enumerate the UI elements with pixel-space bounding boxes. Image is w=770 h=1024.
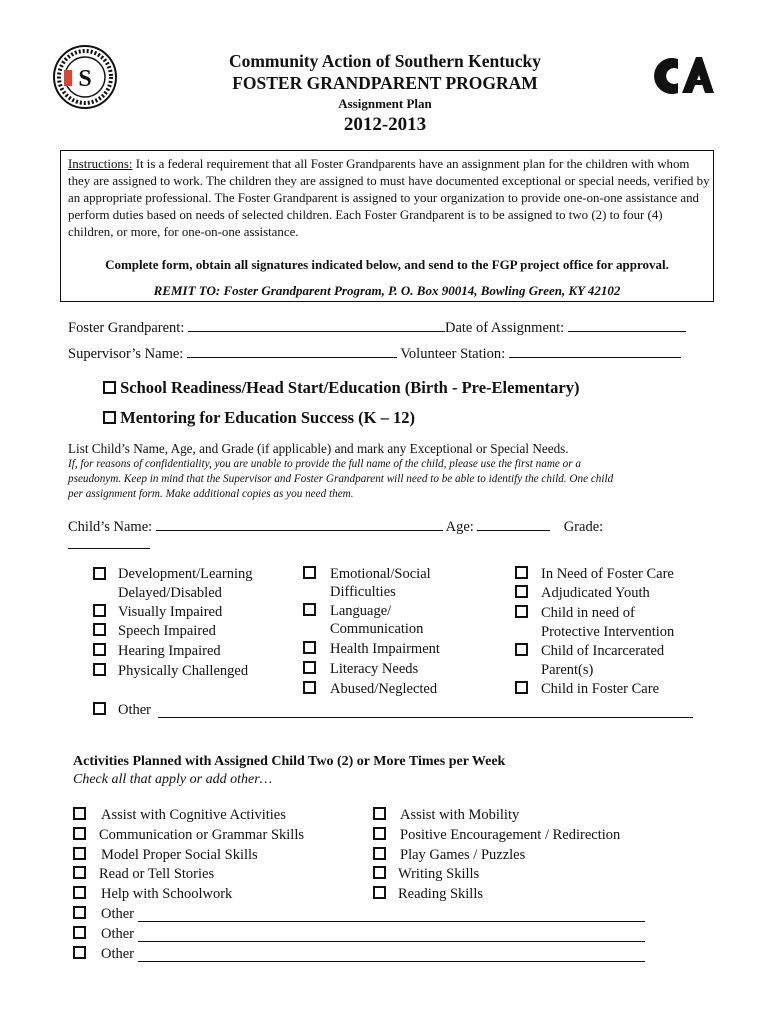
need-label: Delayed/Disabled	[118, 585, 222, 601]
child-name-label: Child’s Name:	[68, 519, 153, 535]
need-emotional-social-checkbox[interactable]	[303, 566, 316, 579]
activity-checkbox[interactable]	[73, 866, 86, 879]
supervisor-name-label: Supervisor’s Name:	[68, 346, 184, 362]
need-hearing-impaired-checkbox[interactable]	[93, 643, 106, 656]
need-foster-care-checkbox[interactable]	[515, 566, 528, 579]
date-of-assignment-input[interactable]	[568, 317, 686, 332]
activity-label: Reading Skills	[398, 886, 483, 902]
need-label: Abused/Neglected	[330, 681, 438, 697]
activity-checkbox[interactable]	[373, 827, 386, 840]
need-label: In Need of Foster Care	[541, 566, 674, 582]
need-label: Literacy Needs	[330, 661, 419, 677]
need-label: Protective Intervention	[541, 624, 675, 640]
need-other-input[interactable]	[158, 703, 693, 718]
need-health-impairment-checkbox[interactable]	[303, 641, 316, 654]
foster-grandparent-row	[68, 317, 686, 337]
activity-other-input[interactable]	[138, 907, 645, 922]
activity-checkbox[interactable]	[73, 827, 86, 840]
need-label: Parent(s)	[541, 662, 594, 678]
activity-other-input[interactable]	[138, 927, 645, 942]
confidentiality-note-2: pseudonym. Keep in mind that the Supervisor and Foster Grandparent will need to be able to identify the child. One child	[68, 473, 614, 485]
need-other-label: Other	[118, 702, 152, 718]
need-label: Physically Challenged	[118, 663, 249, 679]
need-label: Difficulties	[330, 584, 396, 600]
program-option-school-readiness[interactable]	[103, 378, 580, 398]
org-name: Community Action of Southern Kentucky	[228, 51, 542, 71]
activity-label: Communication or Grammar Skills	[99, 827, 304, 843]
child-row	[68, 516, 603, 536]
need-language-checkbox[interactable]	[303, 603, 316, 616]
program-label: Mentoring for Education Success (K – 12)	[120, 408, 415, 427]
need-label: Language/	[330, 603, 392, 619]
activity-checkbox[interactable]	[73, 886, 86, 899]
need-speech-impaired-checkbox[interactable]	[93, 623, 106, 636]
instructions-text	[68, 156, 710, 241]
activity-label: Writing Skills	[398, 866, 480, 882]
checkbox[interactable]	[103, 381, 116, 394]
instructions-box	[60, 150, 714, 302]
activity-other-input[interactable]	[138, 947, 645, 962]
activity-label: Model Proper Social Skills	[101, 847, 258, 863]
need-label: Child of Incarcerated	[541, 643, 665, 659]
program-name: FOSTER GRANDPARENT PROGRAM	[232, 73, 538, 93]
activity-label: Positive Encouragement / Redirection	[400, 827, 621, 843]
year: 2012-2013	[343, 114, 427, 135]
activity-checkbox[interactable]	[373, 886, 386, 899]
program-label: School Readiness/Head Start/Education (Birth - Pre-Elementary)	[120, 378, 580, 397]
need-adjudicated-checkbox[interactable]	[515, 585, 528, 598]
complete-form-note: Complete form, obtain all signatures indicated below, and send to the FGP project office for approval.	[105, 257, 669, 272]
supervisor-row	[68, 343, 681, 363]
need-protective-checkbox[interactable]	[515, 605, 528, 618]
instructions-body: It is a federal requirement that all Foster Grandparents have an assignment plan for the children with whom they are assigned to work. The children they are assigned to must have documented exceptional or special needs, verified by an appropriate professional. The Foster Grandparent is assigned to your organization to provide one-on-one assistance and perform duties based on needs of selected children. Each Foster Grandparent is to be assigned to two (2) to four (4) children, or more, for one-on-one assistance.	[68, 157, 710, 239]
need-development-checkbox[interactable]	[93, 567, 106, 580]
supervisor-name-input[interactable]	[187, 343, 397, 358]
volunteer-station-input[interactable]	[509, 343, 681, 358]
activity-checkbox[interactable]	[73, 847, 86, 860]
doc-type: Assignment Plan	[338, 96, 432, 111]
checkbox[interactable]	[103, 411, 116, 424]
need-label: Speech Impaired	[118, 623, 216, 639]
instructions-label: Instructions:	[68, 157, 133, 171]
activities-heading: Activities Planned with Assigned Child Two (2) or More Times per Week	[73, 754, 506, 769]
grade-label: Grade:	[563, 519, 604, 535]
activity-other-label: Other	[101, 906, 135, 922]
foster-grandparent-label: Foster Grandparent:	[68, 320, 185, 336]
need-label: Communication	[330, 621, 424, 637]
activity-label: Assist with Cognitive Activities	[101, 807, 286, 823]
activity-other-checkbox[interactable]	[73, 946, 86, 959]
activity-other-checkbox[interactable]	[73, 906, 86, 919]
activity-label: Help with Schoolwork	[101, 886, 233, 902]
need-label: Development/Learning	[118, 566, 253, 582]
activity-other-label: Other	[101, 926, 135, 942]
program-option-mentoring[interactable]	[103, 408, 415, 428]
volunteer-station-label: Volunteer Station:	[400, 346, 506, 362]
list-child-instructions: List Child’s Name, Age, and Grade (if applicable) and mark any Exceptional or Special Needs.	[68, 441, 569, 456]
activity-label: Read or Tell Stories	[99, 866, 215, 882]
need-label: Child in Foster Care	[541, 681, 660, 697]
need-label: Emotional/Social	[330, 566, 431, 582]
need-label: Child in need of	[541, 605, 635, 621]
activities-subheading: Check all that apply or add other…	[73, 772, 273, 787]
foster-grandparent-input[interactable]	[188, 317, 445, 332]
need-visually-impaired-checkbox[interactable]	[93, 604, 106, 617]
need-literacy-checkbox[interactable]	[303, 661, 316, 674]
child-name-input[interactable]	[156, 516, 443, 531]
activity-label: Assist with Mobility	[400, 807, 520, 823]
activity-checkbox[interactable]	[373, 807, 386, 820]
age-input[interactable]	[477, 516, 550, 531]
remit-to: REMIT TO: Foster Grandparent Program, P. O. Box 90014, Bowling Green, KY 42102	[153, 283, 621, 298]
activity-checkbox[interactable]	[73, 807, 86, 820]
activity-other-checkbox[interactable]	[73, 926, 86, 939]
need-incarcerated-parent-checkbox[interactable]	[515, 643, 528, 656]
activity-checkbox[interactable]	[373, 866, 386, 879]
grade-input[interactable]	[68, 534, 150, 549]
confidentiality-note-1: If, for reasons of confidentiality, you are unable to provide the full name of the child, please use the first name or a	[68, 458, 581, 470]
need-label: Hearing Impaired	[118, 643, 221, 659]
need-label: Health Impairment	[330, 641, 440, 657]
need-abused-neglected-checkbox[interactable]	[303, 681, 316, 694]
svg-text:S: S	[78, 66, 92, 92]
need-label: Visually Impaired	[118, 604, 223, 620]
need-other-checkbox[interactable]	[93, 702, 106, 715]
activity-other-label: Other	[101, 946, 135, 962]
age-label: Age:	[445, 519, 474, 535]
date-of-assignment-label: Date of Assignment:	[445, 320, 565, 336]
confidentiality-note-3: per assignment form. Make additional copies as you need them.	[68, 488, 354, 500]
activity-label: Play Games / Puzzles	[400, 847, 526, 863]
need-physically-challenged-checkbox[interactable]	[93, 663, 106, 676]
need-child-in-foster-care-checkbox[interactable]	[515, 681, 528, 694]
activity-checkbox[interactable]	[373, 847, 386, 860]
need-label: Adjudicated Youth	[541, 585, 650, 601]
